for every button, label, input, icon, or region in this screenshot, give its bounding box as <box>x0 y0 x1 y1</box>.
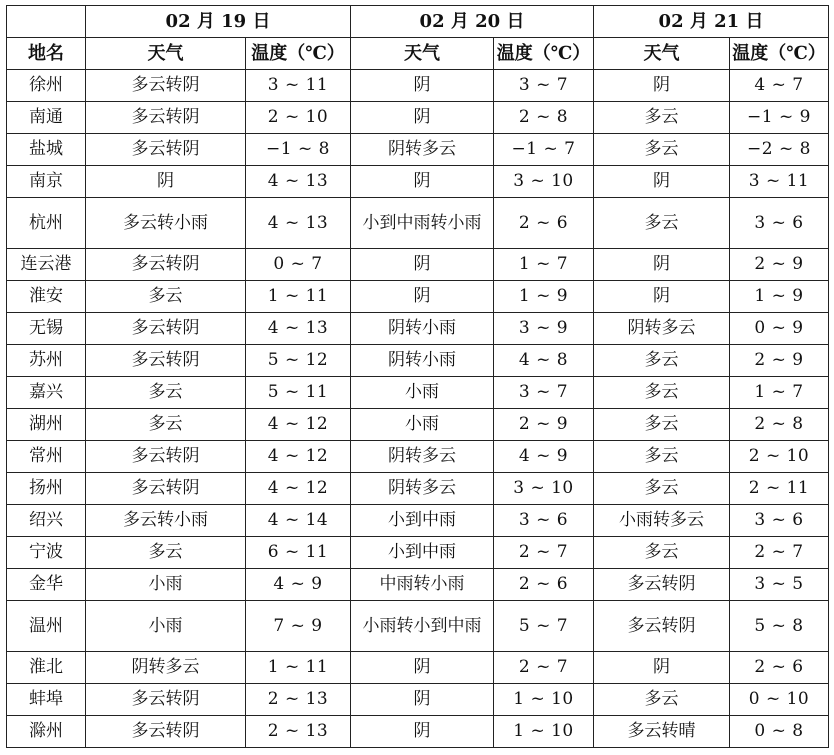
city-cell: 常州 <box>7 441 86 473</box>
weather-cell: 多云 <box>86 409 246 441</box>
temp-cell: 1 ~ 7 <box>730 377 829 409</box>
weather-cell: 多云转阴 <box>594 601 730 652</box>
temp-cell: 2 ~ 9 <box>730 345 829 377</box>
table-row <box>7 134 829 166</box>
temp-cell: 1 ~ 11 <box>246 652 351 684</box>
weather-cell: 多云 <box>594 198 730 249</box>
table-row <box>7 601 829 652</box>
temp-cell: 0 ~ 10 <box>730 684 829 716</box>
temp-cell: 1 ~ 11 <box>246 281 351 313</box>
city-cell: 无锡 <box>7 313 86 345</box>
weather-cell: 多云转阴 <box>86 716 246 748</box>
city-cell: 滁州 <box>7 716 86 748</box>
weather-cell: 多云 <box>594 377 730 409</box>
weather-cell: 阴 <box>351 281 494 313</box>
weather-cell: 多云转阴 <box>86 441 246 473</box>
temp-cell: 0 ~ 8 <box>730 716 829 748</box>
table-row <box>7 569 829 601</box>
temp-cell: 5 ~ 8 <box>730 601 829 652</box>
table-row <box>7 505 829 537</box>
temp-cell: 5 ~ 11 <box>246 377 351 409</box>
temp-cell: 4 ~ 13 <box>246 166 351 198</box>
temp-cell: 2 ~ 10 <box>730 441 829 473</box>
weather-cell: 阴转多云 <box>351 473 494 505</box>
temp-cell: 2 ~ 7 <box>494 652 594 684</box>
weather-cell: 中雨转小雨 <box>351 569 494 601</box>
temp-cell: 4 ~ 8 <box>494 345 594 377</box>
date-header-2: 02 月 20 日 <box>351 6 594 38</box>
date-header-row <box>7 6 829 38</box>
weather-cell: 小到中雨转小雨 <box>351 198 494 249</box>
temp-cell: 2 ~ 6 <box>494 198 594 249</box>
weather-cell: 多云 <box>86 377 246 409</box>
weather-cell: 阴转多云 <box>594 313 730 345</box>
city-cell: 宁波 <box>7 537 86 569</box>
temp-cell: 2 ~ 6 <box>730 652 829 684</box>
weather-cell: 多云转晴 <box>594 716 730 748</box>
temp-cell: −1 ~ 7 <box>494 134 594 166</box>
temp-cell: 7 ~ 9 <box>246 601 351 652</box>
city-cell: 淮安 <box>7 281 86 313</box>
temp-cell: 5 ~ 12 <box>246 345 351 377</box>
temp-column-header: 温度（℃） <box>730 38 829 70</box>
temp-cell: 3 ~ 7 <box>494 70 594 102</box>
weather-cell: 多云转阴 <box>86 70 246 102</box>
weather-forecast-table <box>6 5 829 748</box>
temp-cell: 3 ~ 7 <box>494 377 594 409</box>
weather-cell: 多云转小雨 <box>86 505 246 537</box>
temp-cell: 3 ~ 6 <box>730 505 829 537</box>
temp-cell: 1 ~ 10 <box>494 716 594 748</box>
city-cell: 绍兴 <box>7 505 86 537</box>
weather-cell: 小雨转多云 <box>594 505 730 537</box>
city-cell: 连云港 <box>7 249 86 281</box>
temp-cell: 3 ~ 11 <box>730 166 829 198</box>
weather-cell: 阴 <box>594 166 730 198</box>
weather-cell: 多云 <box>594 441 730 473</box>
city-cell: 金华 <box>7 569 86 601</box>
city-column-header: 地名 <box>7 38 86 70</box>
table-row <box>7 198 829 249</box>
weather-cell: 阴 <box>594 249 730 281</box>
city-cell: 嘉兴 <box>7 377 86 409</box>
temp-cell: 4 ~ 12 <box>246 441 351 473</box>
temp-cell: 4 ~ 12 <box>246 409 351 441</box>
temp-cell: 2 ~ 13 <box>246 716 351 748</box>
table-row <box>7 473 829 505</box>
temp-cell: 1 ~ 9 <box>730 281 829 313</box>
temp-cell: 3 ~ 11 <box>246 70 351 102</box>
table-row <box>7 537 829 569</box>
weather-cell: 多云 <box>86 537 246 569</box>
weather-cell: 阴 <box>594 281 730 313</box>
city-cell: 温州 <box>7 601 86 652</box>
table-row <box>7 102 829 134</box>
temp-cell: −2 ~ 8 <box>730 134 829 166</box>
weather-cell: 多云 <box>594 134 730 166</box>
weather-cell: 阴转多云 <box>351 441 494 473</box>
temp-cell: 1 ~ 9 <box>494 281 594 313</box>
weather-cell: 多云 <box>594 409 730 441</box>
weather-cell: 多云 <box>594 345 730 377</box>
table-row <box>7 345 829 377</box>
weather-cell: 阴 <box>351 102 494 134</box>
table-row <box>7 652 829 684</box>
temp-cell: 4 ~ 9 <box>246 569 351 601</box>
temp-cell: 2 ~ 9 <box>730 249 829 281</box>
table-row <box>7 377 829 409</box>
weather-cell: 小雨 <box>351 377 494 409</box>
weather-cell: 多云转阴 <box>86 249 246 281</box>
temp-cell: 3 ~ 9 <box>494 313 594 345</box>
city-cell: 扬州 <box>7 473 86 505</box>
weather-cell: 阴转多云 <box>351 134 494 166</box>
city-cell: 南通 <box>7 102 86 134</box>
temp-cell: 2 ~ 10 <box>246 102 351 134</box>
weather-cell: 多云转阴 <box>86 345 246 377</box>
city-cell: 淮北 <box>7 652 86 684</box>
temp-cell: 2 ~ 6 <box>494 569 594 601</box>
temp-cell: 3 ~ 6 <box>730 198 829 249</box>
temp-cell: 2 ~ 7 <box>494 537 594 569</box>
weather-cell: 阴 <box>86 166 246 198</box>
table-row <box>7 409 829 441</box>
temp-cell: −1 ~ 9 <box>730 102 829 134</box>
weather-cell: 多云 <box>594 537 730 569</box>
column-header-row <box>7 38 829 70</box>
weather-cell: 小雨转小到中雨 <box>351 601 494 652</box>
table-row <box>7 684 829 716</box>
weather-cell: 小雨 <box>86 569 246 601</box>
temp-cell: 4 ~ 7 <box>730 70 829 102</box>
temp-cell: 2 ~ 13 <box>246 684 351 716</box>
corner-cell <box>7 6 86 38</box>
temp-cell: 2 ~ 9 <box>494 409 594 441</box>
temp-cell: 1 ~ 10 <box>494 684 594 716</box>
weather-cell: 小到中雨 <box>351 505 494 537</box>
temp-cell: 3 ~ 10 <box>494 166 594 198</box>
temp-cell: 4 ~ 13 <box>246 198 351 249</box>
table-row <box>7 249 829 281</box>
city-cell: 苏州 <box>7 345 86 377</box>
temp-column-header: 温度（℃） <box>494 38 594 70</box>
weather-cell: 多云转小雨 <box>86 198 246 249</box>
temp-cell: 3 ~ 5 <box>730 569 829 601</box>
weather-cell: 多云转阴 <box>86 473 246 505</box>
temp-cell: 1 ~ 7 <box>494 249 594 281</box>
temp-cell: 4 ~ 14 <box>246 505 351 537</box>
temp-cell: 5 ~ 7 <box>494 601 594 652</box>
weather-cell: 阴 <box>594 652 730 684</box>
weather-cell: 小雨 <box>86 601 246 652</box>
weather-column-header: 天气 <box>351 38 494 70</box>
date-header-3: 02 月 21 日 <box>594 6 829 38</box>
weather-cell: 阴 <box>351 249 494 281</box>
city-cell: 徐州 <box>7 70 86 102</box>
temp-cell: 4 ~ 13 <box>246 313 351 345</box>
temp-cell: 6 ~ 11 <box>246 537 351 569</box>
weather-cell: 阴转小雨 <box>351 313 494 345</box>
weather-cell: 小雨 <box>351 409 494 441</box>
weather-cell: 多云转阴 <box>594 569 730 601</box>
weather-cell: 多云转阴 <box>86 684 246 716</box>
temp-cell: 0 ~ 7 <box>246 249 351 281</box>
table-row <box>7 313 829 345</box>
weather-cell: 多云转阴 <box>86 134 246 166</box>
temp-cell: 2 ~ 7 <box>730 537 829 569</box>
weather-cell: 多云 <box>594 684 730 716</box>
table-row <box>7 70 829 102</box>
temp-cell: 3 ~ 10 <box>494 473 594 505</box>
city-cell: 杭州 <box>7 198 86 249</box>
weather-cell: 多云 <box>86 281 246 313</box>
temp-cell: 2 ~ 11 <box>730 473 829 505</box>
city-cell: 盐城 <box>7 134 86 166</box>
weather-cell: 多云 <box>594 102 730 134</box>
weather-cell: 多云转阴 <box>86 102 246 134</box>
temp-cell: 2 ~ 8 <box>730 409 829 441</box>
weather-cell: 阴 <box>351 70 494 102</box>
city-cell: 湖州 <box>7 409 86 441</box>
weather-cell: 阴转多云 <box>86 652 246 684</box>
table-row <box>7 281 829 313</box>
city-cell: 南京 <box>7 166 86 198</box>
weather-cell: 多云转阴 <box>86 313 246 345</box>
date-header-1: 02 月 19 日 <box>86 6 351 38</box>
table-body <box>7 70 829 748</box>
weather-column-header: 天气 <box>86 38 246 70</box>
temp-cell: 3 ~ 6 <box>494 505 594 537</box>
weather-cell: 阴转小雨 <box>351 345 494 377</box>
table-row <box>7 441 829 473</box>
temp-column-header: 温度（℃） <box>246 38 351 70</box>
temp-cell: 0 ~ 9 <box>730 313 829 345</box>
weather-column-header: 天气 <box>594 38 730 70</box>
weather-cell: 阴 <box>351 684 494 716</box>
weather-cell: 阴 <box>351 652 494 684</box>
temp-cell: 2 ~ 8 <box>494 102 594 134</box>
weather-cell: 小到中雨 <box>351 537 494 569</box>
temp-cell: 4 ~ 12 <box>246 473 351 505</box>
weather-cell: 多云 <box>594 473 730 505</box>
weather-cell: 阴 <box>351 166 494 198</box>
weather-cell: 阴 <box>594 70 730 102</box>
weather-cell: 阴 <box>351 716 494 748</box>
city-cell: 蚌埠 <box>7 684 86 716</box>
table-row <box>7 716 829 748</box>
temp-cell: 4 ~ 9 <box>494 441 594 473</box>
table-row <box>7 166 829 198</box>
temp-cell: −1 ~ 8 <box>246 134 351 166</box>
